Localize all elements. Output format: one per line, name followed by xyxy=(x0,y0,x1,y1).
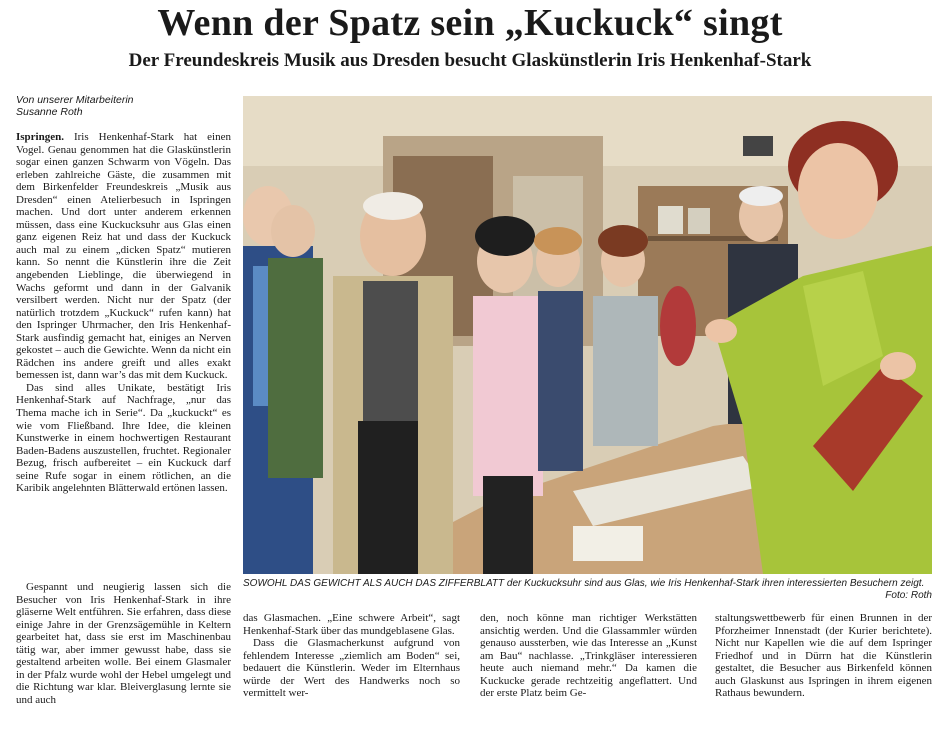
article-photo xyxy=(243,96,932,574)
photo-caption xyxy=(243,578,932,602)
headline: Wenn der Spatz sein „Kuckuck“ singt xyxy=(157,2,783,44)
byline-author: Susanne Roth xyxy=(16,106,83,118)
caption-rest: der Kuckucksuhr sind aus Glas, wie Iris Henkenhaf-Stark ihren interessierten Besuchern zeigt. xyxy=(504,578,925,589)
subheadline: Der Freundeskreis Musik aus Dresden besucht Glaskünstlerin Iris Henkenhaf-Stark xyxy=(128,50,812,71)
paragraph-3: Gespannt und neugierig lassen sich die Besucher von Iris Henkenhaf-Stark in ihre gläserne Welt entführen. Sie erfahren, dass diese einige Jahre in der Grenzsägemühle in Keltern gearbeitet hat, dass sie erst im Maschinenbau tätig war, aber immer gewusst habe, dass sie gestaltend arbeiten wolle. Bei einem Glasmaler in der Pfalz wurde wohl der Hebel umgelegt und die Richtung war klar. Bleiverglasung lernte sie und auch xyxy=(16,581,231,706)
paragraph-1-text: Iris Henkenhaf-Stark hat einen Vogel. Genau genommen hat die Glaskünstlerin sogar einen ganzen Schwarm von Vögeln. Das erleben zahlreiche Gäste, die zusammen mit dem Birkenfelder Freundeskreis „Musik aus Dresden“ einen Atelierbesuch in Ispringen machen. Und dort unter anderem erkennen müssen, dass eine Kuckucksuhr aus Glas einen ganz eigenen Reiz hat und dass der Kuckuck auch mal zu einem „dicken Spatz“ mutieren kann. So nennt die Künstlerin ihre die Zeit angebenden Lieblinge, die überwiegend in Wachs geformt und dann in der Galvanik versilbert werden. Nicht nur der Spatz (der natürlich trotzdem „Kuckuck“ rufen kann) hat den Ispringer Uhrmacher, den Iris Henkenhaf-Stark ausfindig gemacht hat, einiges an Nerven gekostet – auch die Gewichte. Wenn da nicht ein Rädchen ins andere greift und alles exakt bemessen ist, dann war’s das mit dem Kuckuck. xyxy=(16,131,231,382)
paragraph-4: das Glasmachen. „Eine schwere Arbeit“, sagt Henkenhaf-Stark über das mundgeblasene Glas. xyxy=(243,612,460,637)
article-column-4 xyxy=(715,612,932,700)
article-column-1 xyxy=(16,131,231,495)
photo-credit: Foto: Roth xyxy=(885,590,932,601)
paragraph-5: Dass die Glasmacherkunst aufgrund von fehlendem Interesse „ziemlich am Boden“ sei, bedauert die Künstlerin. Weder im Elternhaus würde der Wert des Handwerks noch so vermittelt wer- xyxy=(243,637,460,700)
byline xyxy=(16,94,236,118)
paragraph-7: staltungswettbewerb für einen Brunnen in der Pforzheimer Innenstadt (der Kurier berichtete). Nicht nur Kapellen wie die auf dem Ispringer Friedhof und in Dürrn hat die Künstlerin gestaltet, die Besucher aus Birkenfeld können auch Glaskunst aus Ispringen in ihrem eigenen Rathaus bewundern. xyxy=(715,612,932,700)
paragraph-2: Das sind alles Unikate, bestätigt Iris Henkenhaf-Stark auf Nachfrage, „nur das Thema mache ich in Serie“. Da „kuckuckt“ es wie vom Fließband. Ihre Idee, die kleinen Kunstwerke in einem hochwertigen Restaurant Baden-Badens auszustellen, fruchtet. Regionaler Bezug, frisch aufbereitet – ein Kuckuck darf seine Rufe sogar in einem rötlichen, an die Karibik angelehnten Blätterwald ertönen lassen. xyxy=(16,381,231,495)
byline-prefix: Von unserer Mitarbeiterin xyxy=(16,94,134,106)
photo-illustration xyxy=(243,96,932,574)
article-column-3 xyxy=(480,612,697,700)
caption-upper: SOWOHL DAS GEWICHT ALS AUCH DAS ZIFFERBLATT xyxy=(243,578,505,589)
article-column-1-bottom xyxy=(16,581,231,706)
paragraph-6: den, noch könne man richtiger Werkstätten ansichtig werden. Und die Glassammler würden genauso aussterben, wie das Interesse an „Kunst am Bau“ nachlasse. „Trinkgläser interessieren heute auch niemand mehr.“ Da kamen die Kuckucke gerade rechtzeitig angeflattert. Und der erste Platz beim Ge- xyxy=(480,612,697,700)
paragraph-1 xyxy=(16,131,231,382)
dateline: Ispringen. xyxy=(16,131,64,143)
article-column-2 xyxy=(243,612,460,700)
